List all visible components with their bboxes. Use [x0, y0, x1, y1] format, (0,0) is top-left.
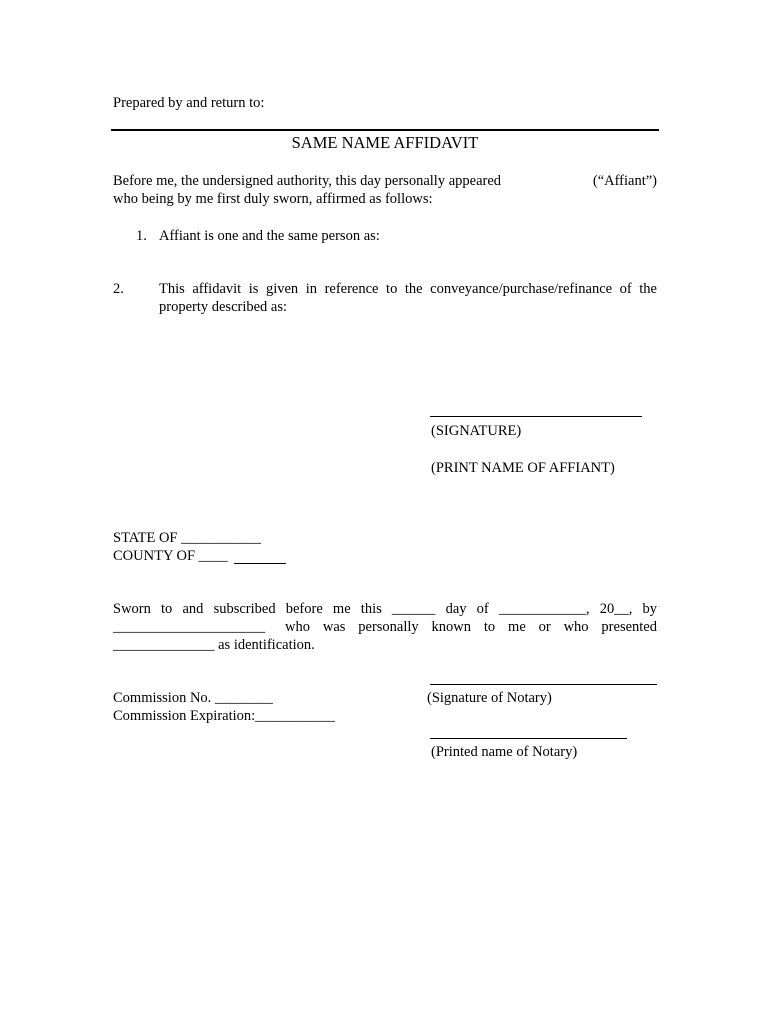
jurat-line-3: ______________ as identification.	[113, 637, 315, 653]
notary-signature-line[interactable]	[430, 684, 657, 685]
commission-expiration: Commission Expiration:___________	[113, 708, 335, 724]
item-2-line-1: This affidavit is given in reference to the conveyance/purchase/refinance of the	[159, 281, 657, 297]
county-of: COUNTY OF ____	[113, 548, 228, 564]
notary-printed-name-label: (Printed name of Notary)	[431, 744, 578, 760]
intro-line-1: Before me, the undersigned authority, this day personally appeared	[113, 173, 502, 189]
commission-number: Commission No. ________	[113, 690, 273, 706]
item-1-text: Affiant is one and the same person as:	[159, 228, 380, 244]
item-2-number: 2.	[113, 281, 124, 297]
notary-printed-name-line[interactable]	[430, 738, 627, 739]
affiant-label: (“Affiant”)	[592, 173, 657, 189]
state-of: STATE OF ___________	[113, 530, 261, 546]
jurat-line-2-blank: _____________________	[113, 619, 266, 635]
notary-signature-label: (Signature of Notary)	[427, 690, 552, 706]
item-1-number: 1.	[136, 228, 147, 244]
jurat-line-1: Sworn to and subscribed before me this ______ day of ____________, 20__, by	[113, 601, 657, 617]
affiant-print-name-label: (PRINT NAME OF AFFIANT)	[431, 460, 615, 476]
document-title: SAME NAME AFFIDAVIT	[291, 133, 479, 152]
item-2-line-2: property described as:	[159, 299, 288, 315]
prepared-by-label: Prepared by and return to:	[113, 95, 265, 111]
header-rule	[111, 129, 659, 131]
county-blank-line[interactable]	[234, 563, 286, 564]
affiant-signature-line[interactable]	[430, 416, 642, 417]
intro-line-2: who being by me first duly sworn, affirmed as follows:	[113, 191, 433, 207]
affiant-signature-label: (SIGNATURE)	[431, 423, 522, 439]
jurat-line-2-text: who was personally known to me or who presented	[285, 619, 657, 635]
